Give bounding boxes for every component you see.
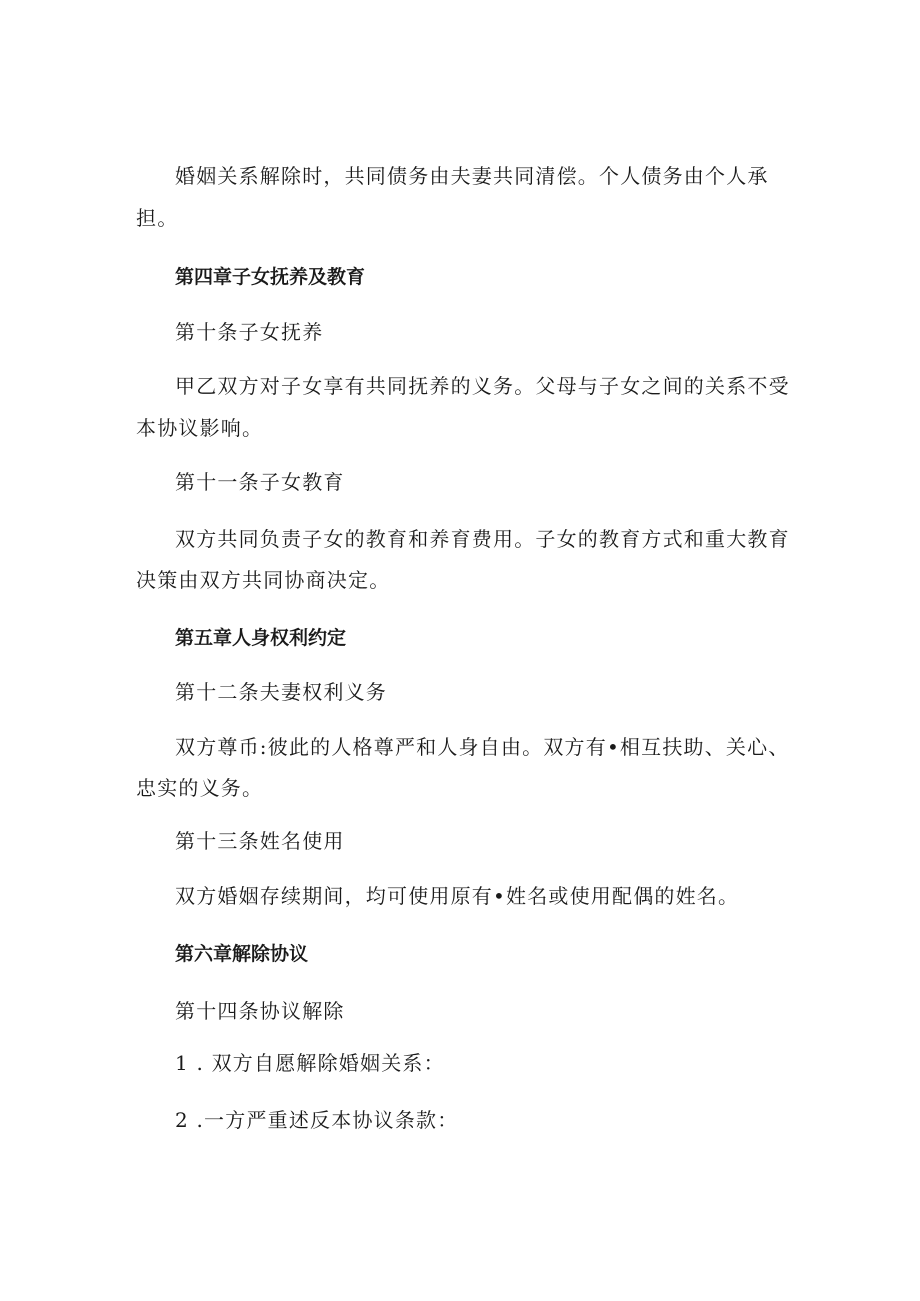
list-item-1: 1 . 双方自愿解除婚姻关系： — [175, 1051, 445, 1075]
paragraph-article-11-line-2: 决策由双方共同协商决定。 — [136, 568, 391, 592]
paragraph-article-12-line-2: 忠实的义务。 — [136, 776, 264, 800]
paragraph-article-12-line-1: 双方尊币:彼此的人格尊严和人身自由。双方有•相互扶助、关心、 — [175, 735, 790, 759]
chapter-6-heading: 第六章解除协议 — [175, 943, 309, 965]
chapter-4-heading: 第四章子女抚养及教育 — [175, 266, 366, 288]
chapter-5-heading: 第五章人身权利约定 — [175, 627, 347, 649]
article-14-title: 第十四条协议解除 — [175, 999, 345, 1023]
paragraph-article-10-line-1: 甲乙双方对子女享有共同抚养的义务。父母与子女之间的关系不受 — [175, 374, 790, 398]
article-12-title: 第十二条夫妻权利义务 — [175, 680, 387, 704]
list-item-2: 2 .一方严重述反本协议条款： — [175, 1108, 459, 1132]
paragraph-article-11-line-1: 双方共同负责子女的教育和养育费用。子女的教育方式和重大教育 — [175, 527, 790, 551]
paragraph-article-13-line-1: 双方婚姻存续期间，均可使用原有•姓名或使用配偶的姓名。 — [175, 884, 740, 908]
article-11-title: 第十一条子女教育 — [175, 470, 345, 494]
paragraph-debt-line-2: 担。 — [136, 206, 179, 230]
article-13-title: 第十三条姓名使用 — [175, 829, 345, 853]
paragraph-article-10-line-2: 本协议影响。 — [136, 416, 264, 440]
article-10-title: 第十条子女抚养 — [175, 320, 324, 344]
paragraph-debt-line-1: 婚姻关系解除时，共同债务由夫妻共同清偿。个人债务由个人承 — [175, 164, 769, 188]
